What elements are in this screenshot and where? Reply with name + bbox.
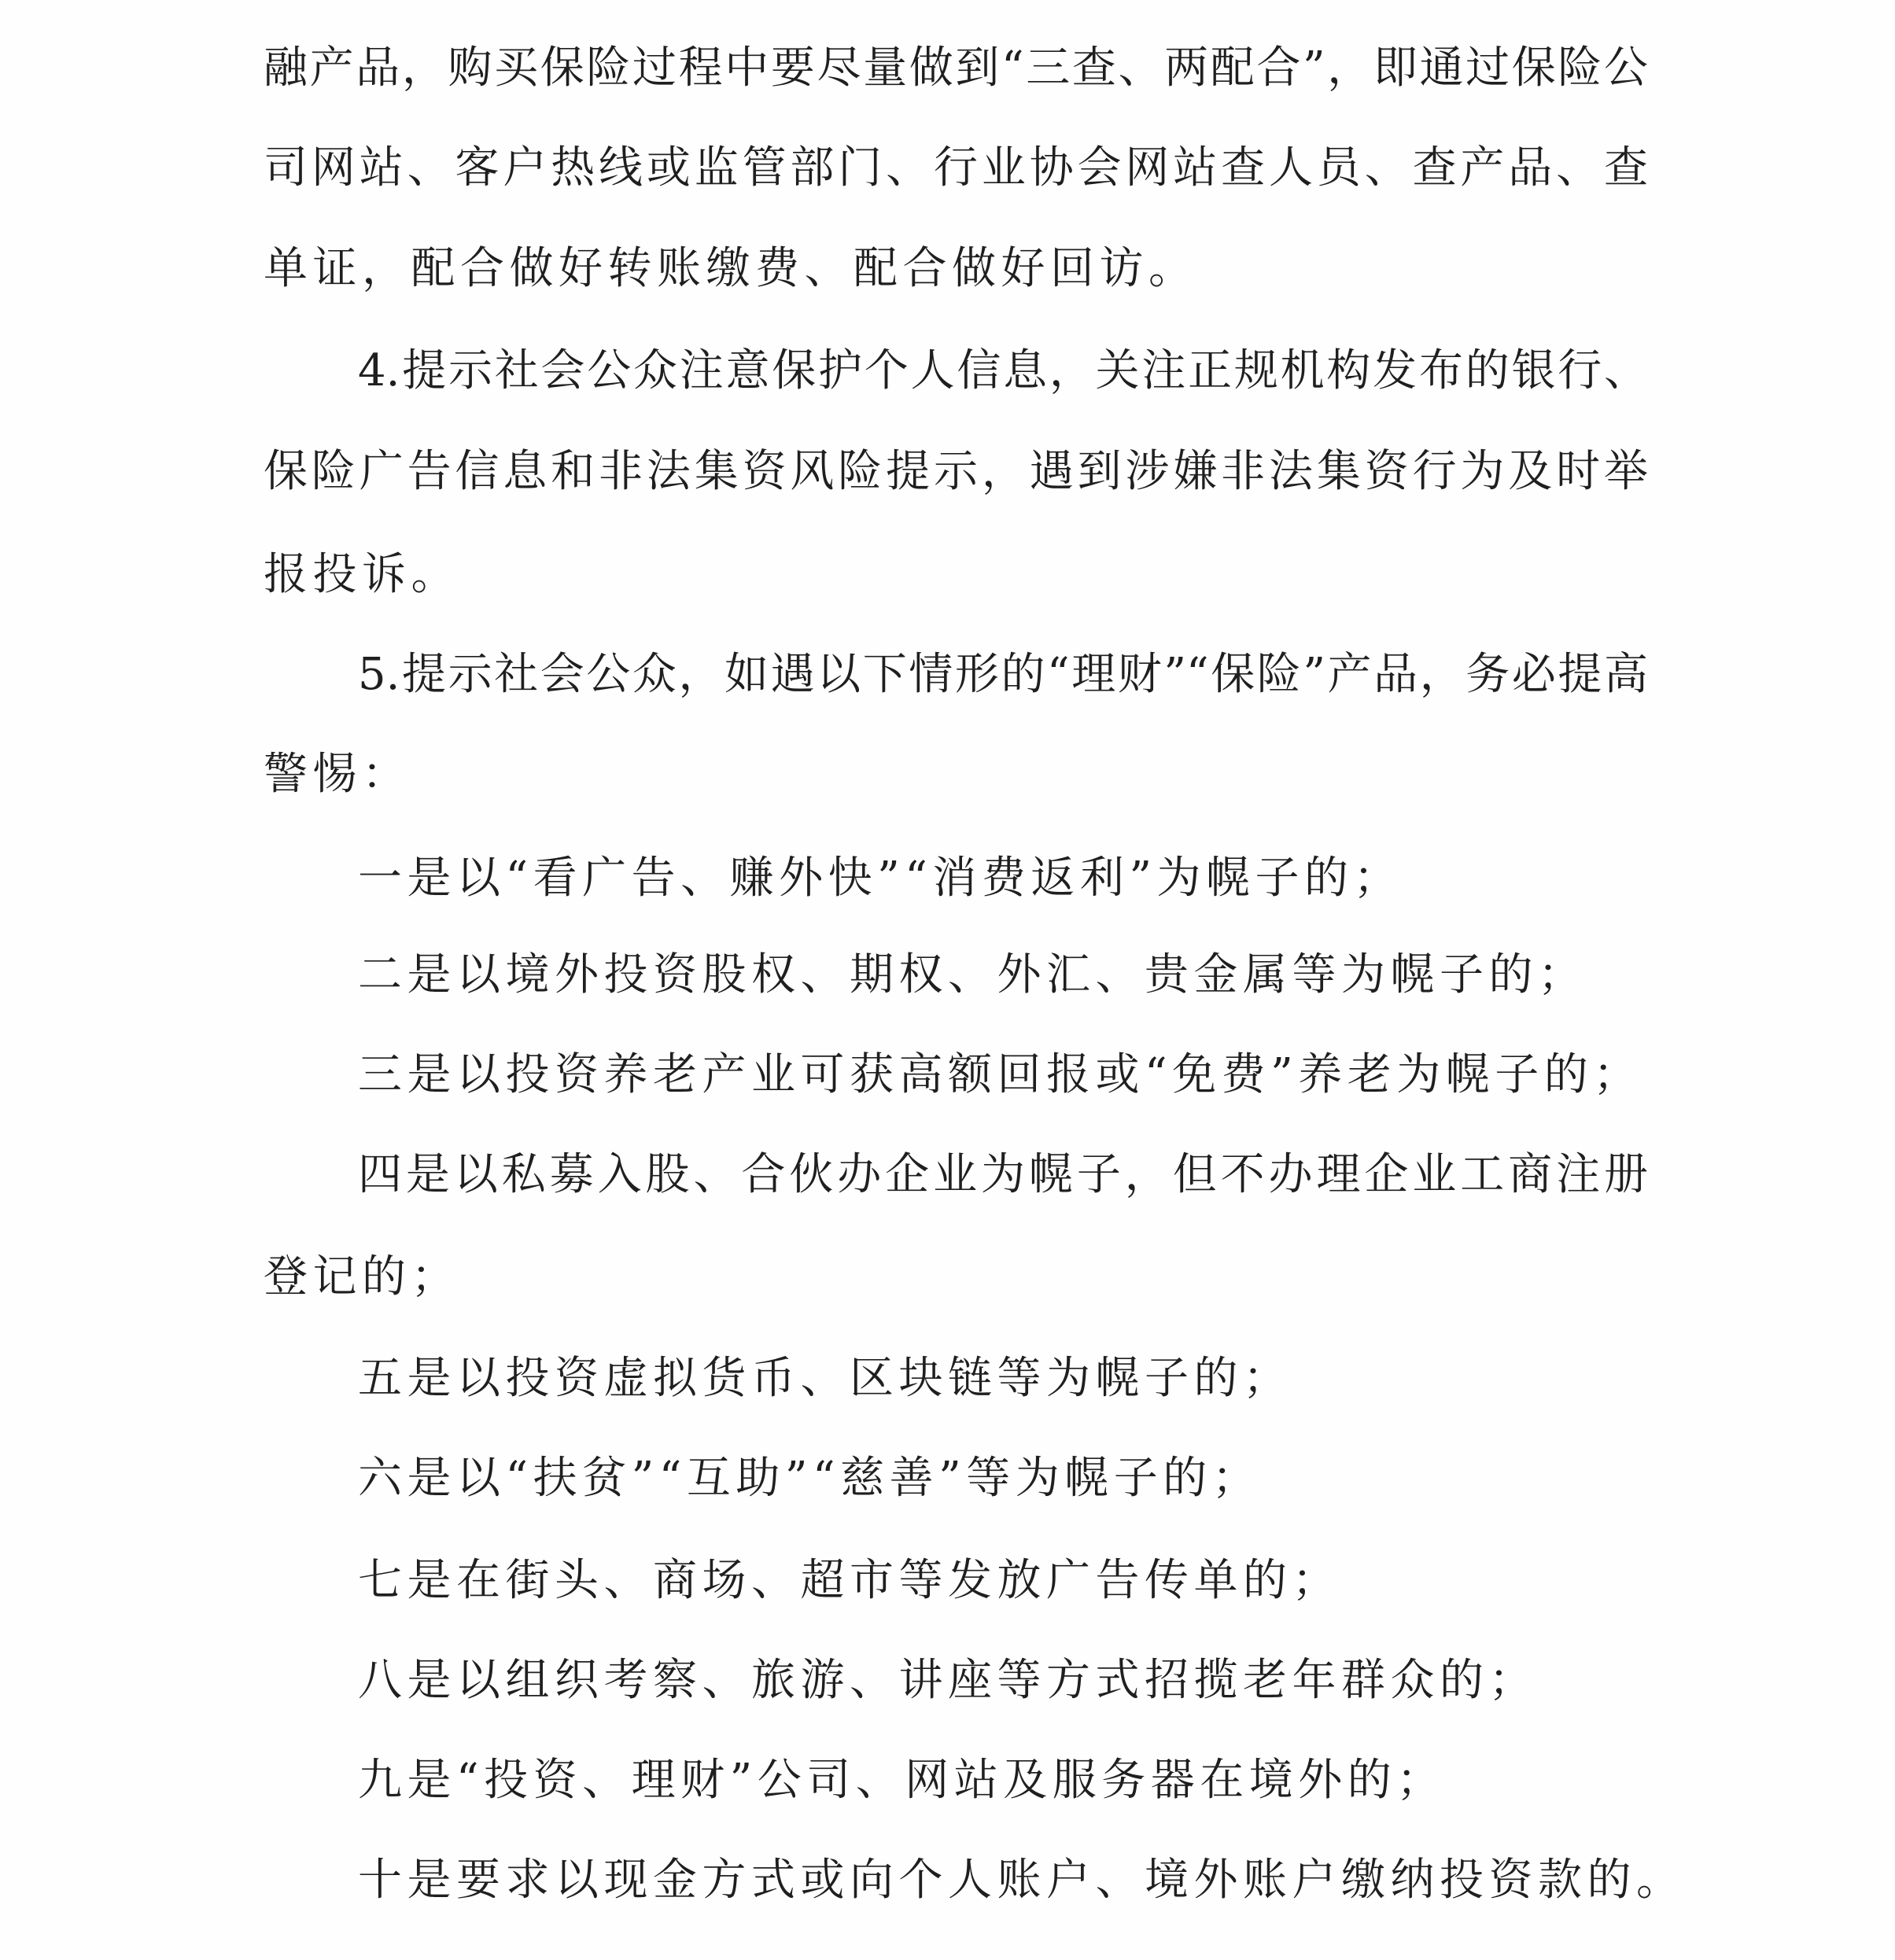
- paragraph-4-line-2: 保险广告信息和非法集资风险提示，遇到涉嫌非法集资行为及时举: [264, 446, 1648, 497]
- paragraph-4-line-1: 4.提示社会公众注意保护个人信息，关注正规机构发布的银行、: [358, 345, 1648, 396]
- paragraph-3-line-3: 单证，配合做好转账缴费、配合做好回访。: [264, 243, 1198, 294]
- warning-item-9: 九是“投资、理财”公司、网站及服务器在境外的；: [358, 1755, 1446, 1806]
- warning-item-3: 三是以投资养老产业可获高额回报或“免费”养老为幌子的；: [358, 1049, 1642, 1100]
- paragraph-3-line-1: 融产品，购买保险过程中要尽量做到“三查、两配合”，即通过保险公: [264, 42, 1648, 94]
- paragraph-3-line-2: 司网站、客户热线或监管部门、行业协会网站查人员、查产品、查: [264, 142, 1648, 193]
- warning-item-4-line-1: 四是以私募入股、合伙办企业为幌子，但不办理企业工商注册: [358, 1149, 1648, 1200]
- warning-item-7: 七是在街头、商场、超市等发放广告传单的；: [358, 1555, 1341, 1606]
- warning-item-10: 十是要求以现金方式或向个人账户、境外账户缴纳投资款的。: [358, 1855, 1686, 1906]
- warning-item-6: 六是以“扶贫”“互助”“慈善”等为幌子的；: [358, 1453, 1262, 1504]
- paragraph-5-line-2: 警惕：: [264, 749, 411, 800]
- warning-item-2: 二是以境外投资股权、期权、外汇、贵金属等为幌子的；: [358, 949, 1587, 1000]
- warning-item-4-line-2: 登记的；: [264, 1251, 460, 1302]
- warning-item-5: 五是以投资虚拟货币、区块链等为幌子的；: [358, 1353, 1292, 1404]
- paragraph-4-line-3: 报投诉。: [264, 549, 460, 600]
- warning-item-1: 一是以“看广告、赚外快”“消费返利”为幌子的；: [358, 853, 1403, 904]
- paragraph-5-line-1: 5.提示社会公众，如遇以下情形的“理财”“保险”产品，务必提高: [358, 649, 1648, 700]
- warning-item-8: 八是以组织考察、旅游、讲座等方式招揽老年群众的；: [358, 1655, 1538, 1706]
